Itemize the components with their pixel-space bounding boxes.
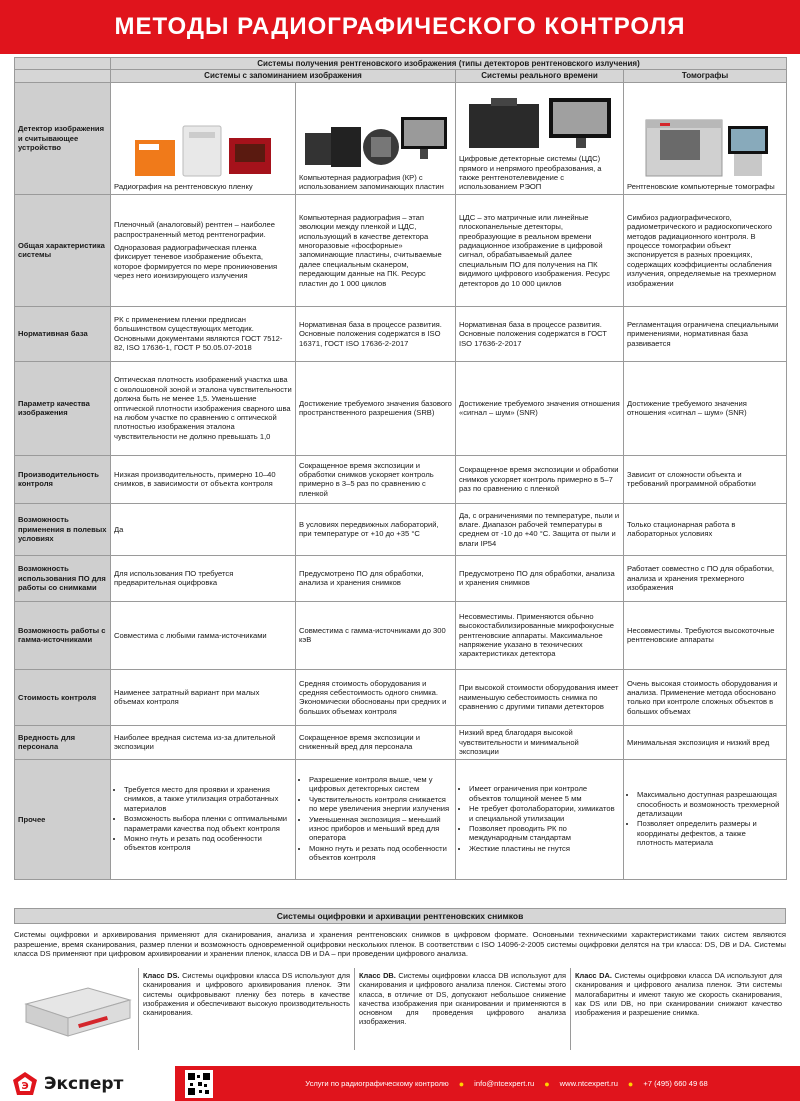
scanner-classes: [14, 968, 786, 1050]
footer-email[interactable]: info@ntcexpert.ru: [474, 1079, 535, 1088]
qr-code-icon: [185, 1070, 213, 1098]
cell-performance-film: Низкая производительность, примерно 10–40 снимков, в зависимости от объекта контроля: [111, 455, 296, 503]
group-memory-header: Системы с запоминанием изображения: [111, 70, 456, 82]
bullet-icon: ●: [544, 1078, 550, 1089]
row-label-quality: Параметр качества изображения: [15, 361, 111, 455]
logo-emblem-icon: [12, 1071, 38, 1097]
class-db-name: Класс DB.: [359, 971, 396, 980]
cell-general-dds: ЦДС – это матричные или линейные плоскопанельные детекторы, преобразующие в реальном времени радиационное изображение в цифровой сигнал, обрабатываемый далее специальным ПО для получения на ПК видимого цифрового изображения. Ресурс детекторов до 10 000 циклов: [456, 194, 624, 306]
class-ds: [138, 968, 354, 1050]
general-film-p2: Одноразовая радиографическая пленка фиксирует теневое изображение объекта, которое формируется по мере проникновения через него ионизирующего излучения: [114, 242, 278, 281]
cell-field-tomo: Только стационарная работа в лабораторных условиях: [624, 503, 787, 555]
cell-field-film: Да: [111, 503, 296, 555]
tomo-caption: Рентгеновские компьютерные томографы: [627, 182, 775, 192]
tomograph-image: [627, 120, 783, 178]
cell-general-film: [111, 194, 296, 306]
class-db-text: Системы оцифровки класса DB используют для сканирования и цифрового анализа пленок. Системы этого класса, в отличие от DS, допускают небольшое снижение качества изображения при сканировании и применяются в основном для проведения цифрового анализа изображения.: [359, 971, 566, 1027]
other-dds-item: • Не требует фотолаборатории, химикатов и специальной утилизации: [469, 804, 620, 823]
cell-other-film: [111, 759, 296, 879]
cell-field-cr: В условиях передвижных лабораторий, при температуре от +10 до +35 °С: [296, 503, 456, 555]
cell-general-tomo: Симбиоз радиографического, радиометрического и радиоскопического методов радиационного контроля. В процессе томографии объект экспонируется в разных проекциях, содержащих коэффициенты ослабления излучения, определяемые на трехмерном изображении: [624, 194, 787, 306]
cell-tomo: [624, 82, 787, 194]
digitization-heading: Системы оцифровки и архивации рентгеновских снимков: [14, 908, 786, 924]
film-scanner-image: [14, 968, 138, 1050]
film-equipment-image: [114, 120, 292, 178]
other-dds-item: • Имеет ограничения при контроле объектов толщиной менее 5 мм: [469, 784, 620, 803]
other-dds-item: • Жесткие пластины не гнутся: [469, 844, 620, 853]
logo-text: Эксперт: [44, 1073, 124, 1094]
dds-caption: Цифровые детекторные системы (ЦДС) прямого и непрямого преобразования, а также рентгенотелевидение с использованием РЭОП: [459, 154, 602, 192]
row-label-performance: Производительность контроля: [15, 455, 111, 503]
cell-other-dds: [456, 759, 624, 879]
cell-cost-film: Наименее затратный вариант при малых объемах контроля: [111, 669, 296, 725]
row-label-gamma: Возможность работы с гамма-источниками: [15, 601, 111, 669]
other-cr-item: • Разрешение контроля выше, чем у цифровых детекторных систем: [309, 775, 452, 794]
cell-other-tomo: [624, 759, 787, 879]
cell-harm-cr: Сокращенное время экспозиции и сниженный вред для персонала: [296, 725, 456, 759]
bullet-icon: ●: [627, 1078, 634, 1089]
row-label-field: Возможность применения в полевых условиях: [15, 503, 111, 555]
cell-dds: [456, 82, 624, 194]
other-cr-item: • Уменьшенная экспозиция – меньший износ приборов и меньший вред для оператора: [309, 815, 452, 843]
cell-normative-film: РК с применением пленки предписан большинством существующих методик. Основными документами являются ГОСТ 7512-82, ISO 17636-1, ГОСТ Р 50.05.07-2018: [111, 306, 296, 361]
contact-info: [213, 1079, 800, 1089]
table-top-header: Системы получения рентгеновского изображения (типы детекторов рентгеновского излучения): [111, 58, 787, 70]
dds-equipment-image: [459, 92, 620, 150]
cr-equipment-image: [299, 111, 452, 169]
cell-quality-cr: Достижение требуемого значения базового пространственного разрешения (SRB): [296, 361, 456, 455]
cell-gamma-film: Совместима с любыми гамма-источниками: [111, 601, 296, 669]
row-label-software: Возможность использования ПО для работы со снимками: [15, 555, 111, 601]
cell-performance-dds: Сокращенное время экспозиции и обработки снимков ускоряет контроль примерно в 5–7 раз по сравнению с пленкой: [456, 455, 624, 503]
other-tomo-item: • Позволяет определить размеры и координаты дефектов, а также плотность материала: [637, 819, 783, 847]
other-film-item: • Возможность выбора пленки с оптимальными параметрами качества под объект контроля: [124, 814, 292, 833]
group-tomo-header: Томографы: [624, 70, 787, 82]
row-label-cost: Стоимость контроля: [15, 669, 111, 725]
cr-caption: Компьютерная радиография (КР) с использованием запоминающих пластин: [299, 173, 444, 192]
film-caption: Радиография на рентгеновскую пленку: [114, 182, 253, 192]
cell-quality-film: Оптическая плотность изображений участка шва с околошовной зоной и эталона чувствительности должна быть не менее 1,5. Уменьшение оптической плотности изображения сварного шва на любом участке по сравнению с оптической плотностью изображения эталона чувствительности не должно превышать 1,0: [111, 361, 296, 455]
cell-general-cr: Компьютерная радиография – этап эволюции между пленкой и ЦДС, использующий в качестве детектора многоразовые «фосфорные» запоминающие пластины, считываемые далее специальным сканером, передающим данные на ПК. Ресурс пластин до 1 000 циклов: [296, 194, 456, 306]
cell-normative-cr: Нормативная база в процессе развития. Основные положения содержатся в ISO 16371, ГОСТ ISO 17636-2-2017: [296, 306, 456, 361]
cell-harm-dds: Низкий вред благодаря высокой чувствительности и минимальной экспозиции: [456, 725, 624, 759]
svg-text:Э: Э: [21, 1080, 29, 1092]
footer-site[interactable]: www.ntcexpert.ru: [559, 1079, 618, 1088]
cell-quality-dds: Достижение требуемого значения отношения «сигнал – шум» (SNR): [456, 361, 624, 455]
other-film-item: • Требуется место для проявки и хранения снимков, а также утилизация отработанных материалов: [124, 785, 292, 813]
other-tomo-item: • Максимально доступная разрешающая способность и возможность трехмерной детализации: [637, 790, 783, 818]
class-da: [570, 968, 786, 1050]
class-da-name: Класс DA.: [575, 971, 612, 980]
general-film-p1: Пленочный (аналоговый) рентген – наиболее распространенный метод рентгенографии.: [114, 220, 275, 239]
other-film-item: • Можно гнуть и резать под особенности объектов контроля: [124, 834, 292, 853]
comparison-table: [14, 57, 787, 880]
bullet-icon: ●: [458, 1078, 465, 1089]
cell-cost-cr: Средняя стоимость оборудования и средняя себестоимость одного снимка. Экономически обоснованы при средних и больших объемах контроля: [296, 669, 456, 725]
cell-gamma-dds: Несовместимы. Применяются обычно высокостабилизированные микрофокусные рентгеновские аппараты. Максимальное напряжение указано в технических характеристиках детектора: [456, 601, 624, 669]
footer-tagline: Услуги по радиографическому контролю: [305, 1079, 449, 1088]
digitization-intro: Системы оцифровки и архивирования применяют для сканирования, анализа и хранения рентгеновских снимков в цифровом формате. Основными техническими характеристиками таких систем являются разрешение, время сканирования, размер пленки и возможность одновременной оцифровки нескольких пленок. В соответствии с ISO 14096-2-2005 системы оцифровки делятся на три класса: DS, DB и DA. Системы класса DS применяют при цифровом архивировании и хранении пленок, класса DB и DA – при проведении цифрового анализа.: [14, 930, 786, 959]
row-label-other: Прочее: [15, 759, 111, 879]
row-label-detector: Детектор изображения и считывающее устройство: [15, 82, 111, 194]
row-label-harm: Вредность для персонала: [15, 725, 111, 759]
cell-other-cr: [296, 759, 456, 879]
cell-normative-tomo: Регламентация ограничена специальными применениями, нормативная база развивается: [624, 306, 787, 361]
cell-software-dds: Предусмотрено ПО для обработки, анализа и хранения снимков: [456, 555, 624, 601]
cell-gamma-cr: Совместима с гамма-источниками до 300 кэВ: [296, 601, 456, 669]
cell-cost-tomo: Очень высокая стоимость оборудования и анализа. Применение метода обосновано только при контроле сложных объектов в больших объемах: [624, 669, 787, 725]
company-logo: [0, 1066, 175, 1101]
cell-performance-tomo: Зависит от сложности объекта и требований программной обработки: [624, 455, 787, 503]
cell-cost-dds: При высокой стоимости оборудования имеет наименьшую себестоимость снимка по сравнению с другими типами детекторов: [456, 669, 624, 725]
other-cr-item: • Можно гнуть и резать под особенности объектов контроля: [309, 844, 452, 863]
cell-software-tomo: Работает совместно с ПО для обработки, анализа и хранения трехмерного изображения: [624, 555, 787, 601]
cell-cr: [296, 82, 456, 194]
class-db: [354, 968, 570, 1050]
row-label-normative: Нормативная база: [15, 306, 111, 361]
class-ds-text: Системы оцифровки класса DS используют для сканирования и цифрового архивирования пленок. Эти системы оцифровывают пленку без потерь в качестве изображения и обеспечивают высокую производительность сканирования.: [143, 971, 350, 1018]
cell-field-dds: Да, с ограничениями по температуре, пыли и влаге. Диапазон рабочей температуры в среднем от -10 до +40 °С. Защита от пыли и влаги IP54: [456, 503, 624, 555]
cell-quality-tomo: Достижение требуемого значения отношения «сигнал – шум» (SNR): [624, 361, 787, 455]
cell-normative-dds: Нормативная база в процессе развития. Основные положения содержатся в ГОСТ ISO 17636-2-2017: [456, 306, 624, 361]
cell-gamma-tomo: Несовместимы. Требуются высокоточные рентгеновские аппараты: [624, 601, 787, 669]
cell-software-cr: Предусмотрено ПО для обработки, анализа и хранения снимков: [296, 555, 456, 601]
other-dds-item: • Позволяет проводить РК по международным стандартам: [469, 824, 620, 843]
cell-film: [111, 82, 296, 194]
row-label-general: Общая характеристика системы: [15, 194, 111, 306]
group-realtime-header: Системы реального времени: [456, 70, 624, 82]
cell-harm-tomo: Минимальная экспозиция и низкий вред: [624, 725, 787, 759]
cell-software-film: Для использования ПО требуется предварительная оцифровка: [111, 555, 296, 601]
class-ds-name: Класс DS.: [143, 971, 180, 980]
footer: [0, 1066, 800, 1101]
cell-performance-cr: Сокращенное время экспозиции и обработки снимков ускоряет контроль примерно в 3–5 раз по сравнению с пленкой: [296, 455, 456, 503]
poster-title: МЕТОДЫ РАДИОГРАФИЧЕСКОГО КОНТРОЛЯ: [0, 0, 800, 54]
other-cr-item: • Чувствительность контроля снижается по мере увеличения энергии излучения: [309, 795, 452, 814]
footer-phone: +7 (495) 660 49 68: [643, 1079, 708, 1088]
cell-harm-film: Наиболее вредная система из-за длительной экспозиции: [111, 725, 296, 759]
class-da-text: Системы оцифровки класса DA используют для сканирования и цифрового анализа пленок. Эти системы малогабаритны и имеют такую же скорость сканирования, как DS или DB, но при сканировании снижают качество изображения и разрешение снимка.: [575, 971, 782, 1018]
